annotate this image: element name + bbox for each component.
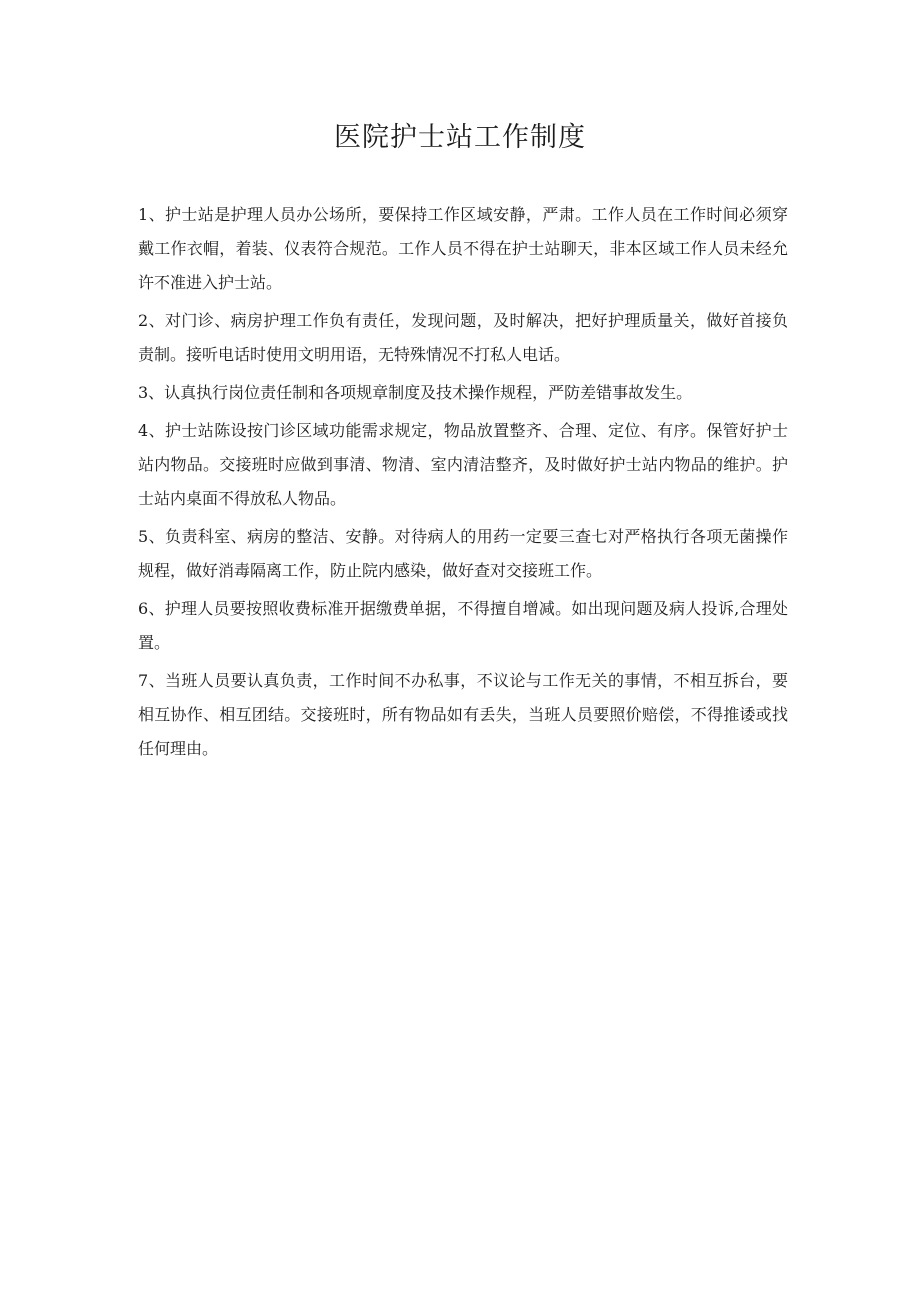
rule-paragraph-5: 5、负责科室、病房的整洁、安静。对待病人的用药一定要三查七对严格执行各项无菌操作规程，做好消毒隔离工作，防止院内感染，做好查对交接班工作。	[138, 527, 788, 580]
rule-paragraph-2: 2、对门诊、病房护理工作负有责任，发现问题，及时解决，把好护理质量关，做好首接负责制。接听电话时使用文明用语，无特殊情况不打私人电话。	[138, 311, 788, 364]
rule-paragraph-4: 4、护士站陈设按门诊区域功能需求规定，物品放置整齐、合理、定位、有序。保管好护士站内物品。交接班时应做到事清、物清、室内清洁整齐，及时做好护士站内物品的维护。护士站内桌面不得放私人物品。	[138, 421, 788, 508]
rule-paragraph-1: 1、护士站是护理人员办公场所，要保持工作区域安静，严肃。工作人员在工作时间必须穿戴工作衣帽，着装、仪表符合规范。工作人员不得在护士站聊天，非本区域工作人员未经允许不准进入护士站。	[138, 205, 788, 292]
rule-paragraph-3: 3、认真执行岗位责任制和各项规章制度及技术操作规程，严防差错事故发生。	[138, 383, 693, 402]
rule-paragraph-7: 7、当班人员要认真负责，工作时间不办私事，不议论与工作无关的事情，不相互拆台，要相互协作、相互团结。交接班时，所有物品如有丢失，当班人员要照价赔偿，不得推诿或找任何理由。	[138, 671, 788, 758]
document-title: 医院护士站工作制度	[334, 122, 586, 153]
document-body	[138, 198, 788, 770]
rule-paragraph-6: 6、护理人员要按照收费标准开据缴费单据，不得擅自增减。如出现问题及病人投诉,合理处置。	[138, 599, 788, 652]
